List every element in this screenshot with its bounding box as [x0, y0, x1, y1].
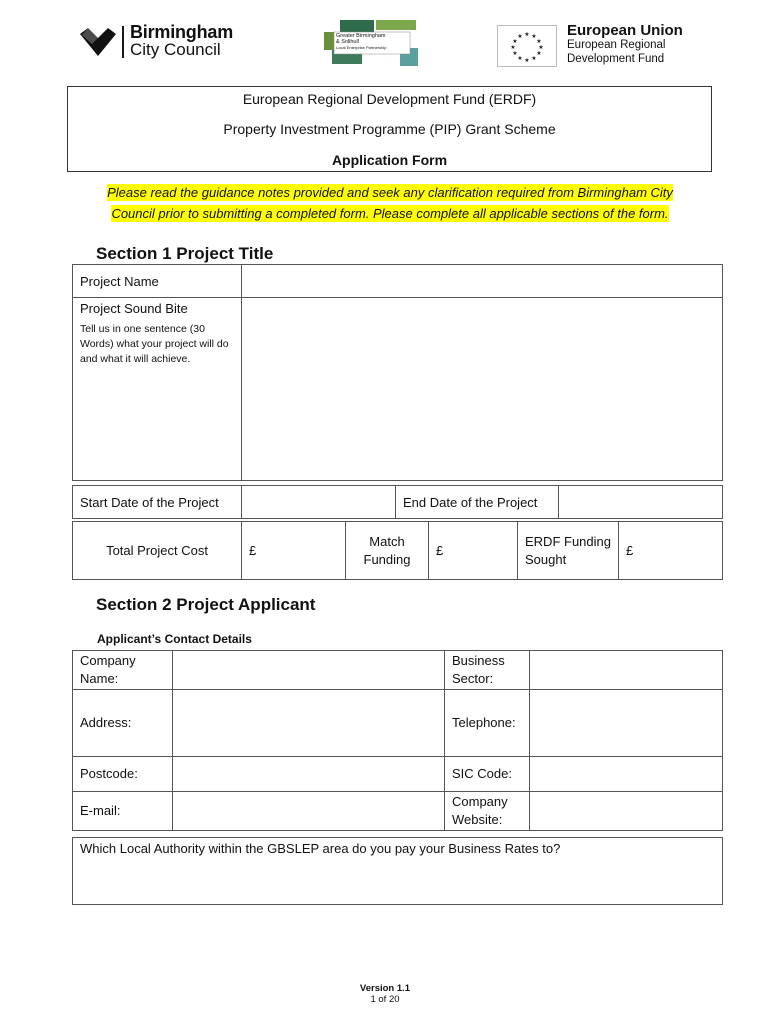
- svg-text:★: ★: [517, 33, 523, 40]
- erdf-sought-label: ERDF Funding Sought: [518, 522, 619, 580]
- project-name-input[interactable]: [242, 265, 723, 298]
- eu-flag-icon: [497, 25, 557, 67]
- european-union-logo: [497, 22, 697, 70]
- end-date-input[interactable]: [559, 486, 723, 519]
- svg-text:★: ★: [524, 57, 530, 64]
- eu-logo-title: European Union: [567, 22, 683, 39]
- total-cost-input[interactable]: £: [242, 522, 346, 580]
- postcode-label: Postcode:: [73, 757, 173, 792]
- bcc-logo-line1: Birmingham: [130, 22, 234, 42]
- telephone-input[interactable]: [530, 690, 723, 757]
- project-dates-table: [72, 485, 723, 519]
- business-sector-input[interactable]: [530, 651, 723, 690]
- eu-logo-line2: European Regional: [567, 39, 666, 51]
- table-row: [73, 690, 723, 757]
- contact-details-subheading: Applicant’s Contact Details: [97, 632, 252, 646]
- birmingham-city-council-logo: [78, 22, 248, 62]
- email-label: E-mail:: [73, 792, 173, 831]
- sic-code-input[interactable]: [530, 757, 723, 792]
- gbslep-line2: & Solihull: [336, 39, 359, 46]
- page-number: 1 of 20: [370, 994, 400, 1005]
- table-row: [73, 838, 723, 905]
- local-authority-question: Which Local Authority within the GBSLEP area do you pay your Business Rates to?: [80, 841, 561, 856]
- total-cost-label: Total Project Cost: [73, 522, 242, 580]
- company-website-label: Company Website:: [445, 792, 530, 831]
- svg-text:★: ★: [510, 44, 516, 51]
- postcode-input[interactable]: [173, 757, 445, 792]
- guidance-notice: [70, 182, 710, 224]
- table-row: [73, 792, 723, 831]
- gbslep-line3: Local Enterprise Partnership: [336, 45, 387, 51]
- company-name-label: Company Name:: [73, 651, 173, 690]
- guidance-notice-line1: Please read the guidance notes provided and seek any clarification required from Birmingham City: [107, 185, 673, 200]
- table-row: [73, 522, 723, 580]
- title-line-application-form: Application Form: [331, 152, 448, 168]
- local-authority-table: [72, 837, 723, 905]
- svg-text:★: ★: [524, 31, 530, 38]
- svg-text:★: ★: [531, 33, 537, 40]
- svg-text:★: ★: [536, 50, 542, 57]
- sound-bite-label-cell: [73, 298, 242, 481]
- bcc-logo-line2: City Council: [130, 40, 221, 59]
- title-line-programme: Property Investment Programme (PIP) Grant Scheme: [223, 121, 556, 137]
- table-row: [73, 757, 723, 792]
- address-label: Address:: [73, 690, 173, 757]
- match-funding-label: Match Funding: [346, 522, 429, 580]
- company-website-input[interactable]: [530, 792, 723, 831]
- section2-heading: Section 2 Project Applicant: [96, 595, 316, 614]
- svg-text:★: ★: [536, 38, 542, 45]
- match-funding-input[interactable]: £: [429, 522, 518, 580]
- gbslep-line1: Greater Birmingham: [336, 33, 386, 39]
- svg-text:★: ★: [512, 38, 518, 45]
- table-row: [73, 298, 723, 481]
- email-input[interactable]: [173, 792, 445, 831]
- company-name-input[interactable]: [173, 651, 445, 690]
- project-title-table: [72, 264, 723, 481]
- table-row: [73, 651, 723, 690]
- project-funding-table: [72, 521, 723, 580]
- business-sector-label: Business Sector:: [445, 651, 530, 690]
- address-input[interactable]: [173, 690, 445, 757]
- start-date-label: Start Date of the Project: [73, 486, 242, 519]
- erdf-sought-input[interactable]: £: [619, 522, 723, 580]
- svg-text:★: ★: [538, 44, 544, 51]
- sound-bite-input[interactable]: [242, 298, 723, 481]
- version-label: Version 1.1: [359, 983, 411, 994]
- form-title-box: [67, 86, 712, 172]
- sic-code-label: SIC Code:: [445, 757, 530, 792]
- local-authority-input[interactable]: [73, 838, 723, 905]
- project-name-label: Project Name: [73, 265, 242, 298]
- end-date-label: End Date of the Project: [396, 486, 559, 519]
- table-row: [73, 486, 723, 519]
- title-line-fund: European Regional Development Fund (ERDF): [242, 91, 537, 107]
- start-date-input[interactable]: [242, 486, 396, 519]
- sound-bite-help: Tell us in one sentence (30 Words) what your project will do and what it will achieve.: [80, 323, 229, 365]
- section1-heading: Section 1 Project Title: [96, 244, 274, 263]
- guidance-notice-line2: Council prior to submitting a completed form. Please complete all applicable sections of the form.: [111, 206, 669, 221]
- eu-logo-line3: Development Fund: [567, 53, 665, 65]
- logo-divider: [122, 26, 124, 58]
- applicant-contact-table: [72, 650, 723, 831]
- table-row: [73, 265, 723, 298]
- svg-text:★: ★: [512, 50, 518, 57]
- svg-text:★: ★: [531, 55, 537, 62]
- bcc-heart-icon: [78, 26, 118, 58]
- sound-bite-label: Project Sound Bite: [80, 301, 188, 316]
- gbslep-logo: [322, 18, 422, 68]
- svg-text:★: ★: [517, 55, 523, 62]
- telephone-label: Telephone:: [445, 690, 530, 757]
